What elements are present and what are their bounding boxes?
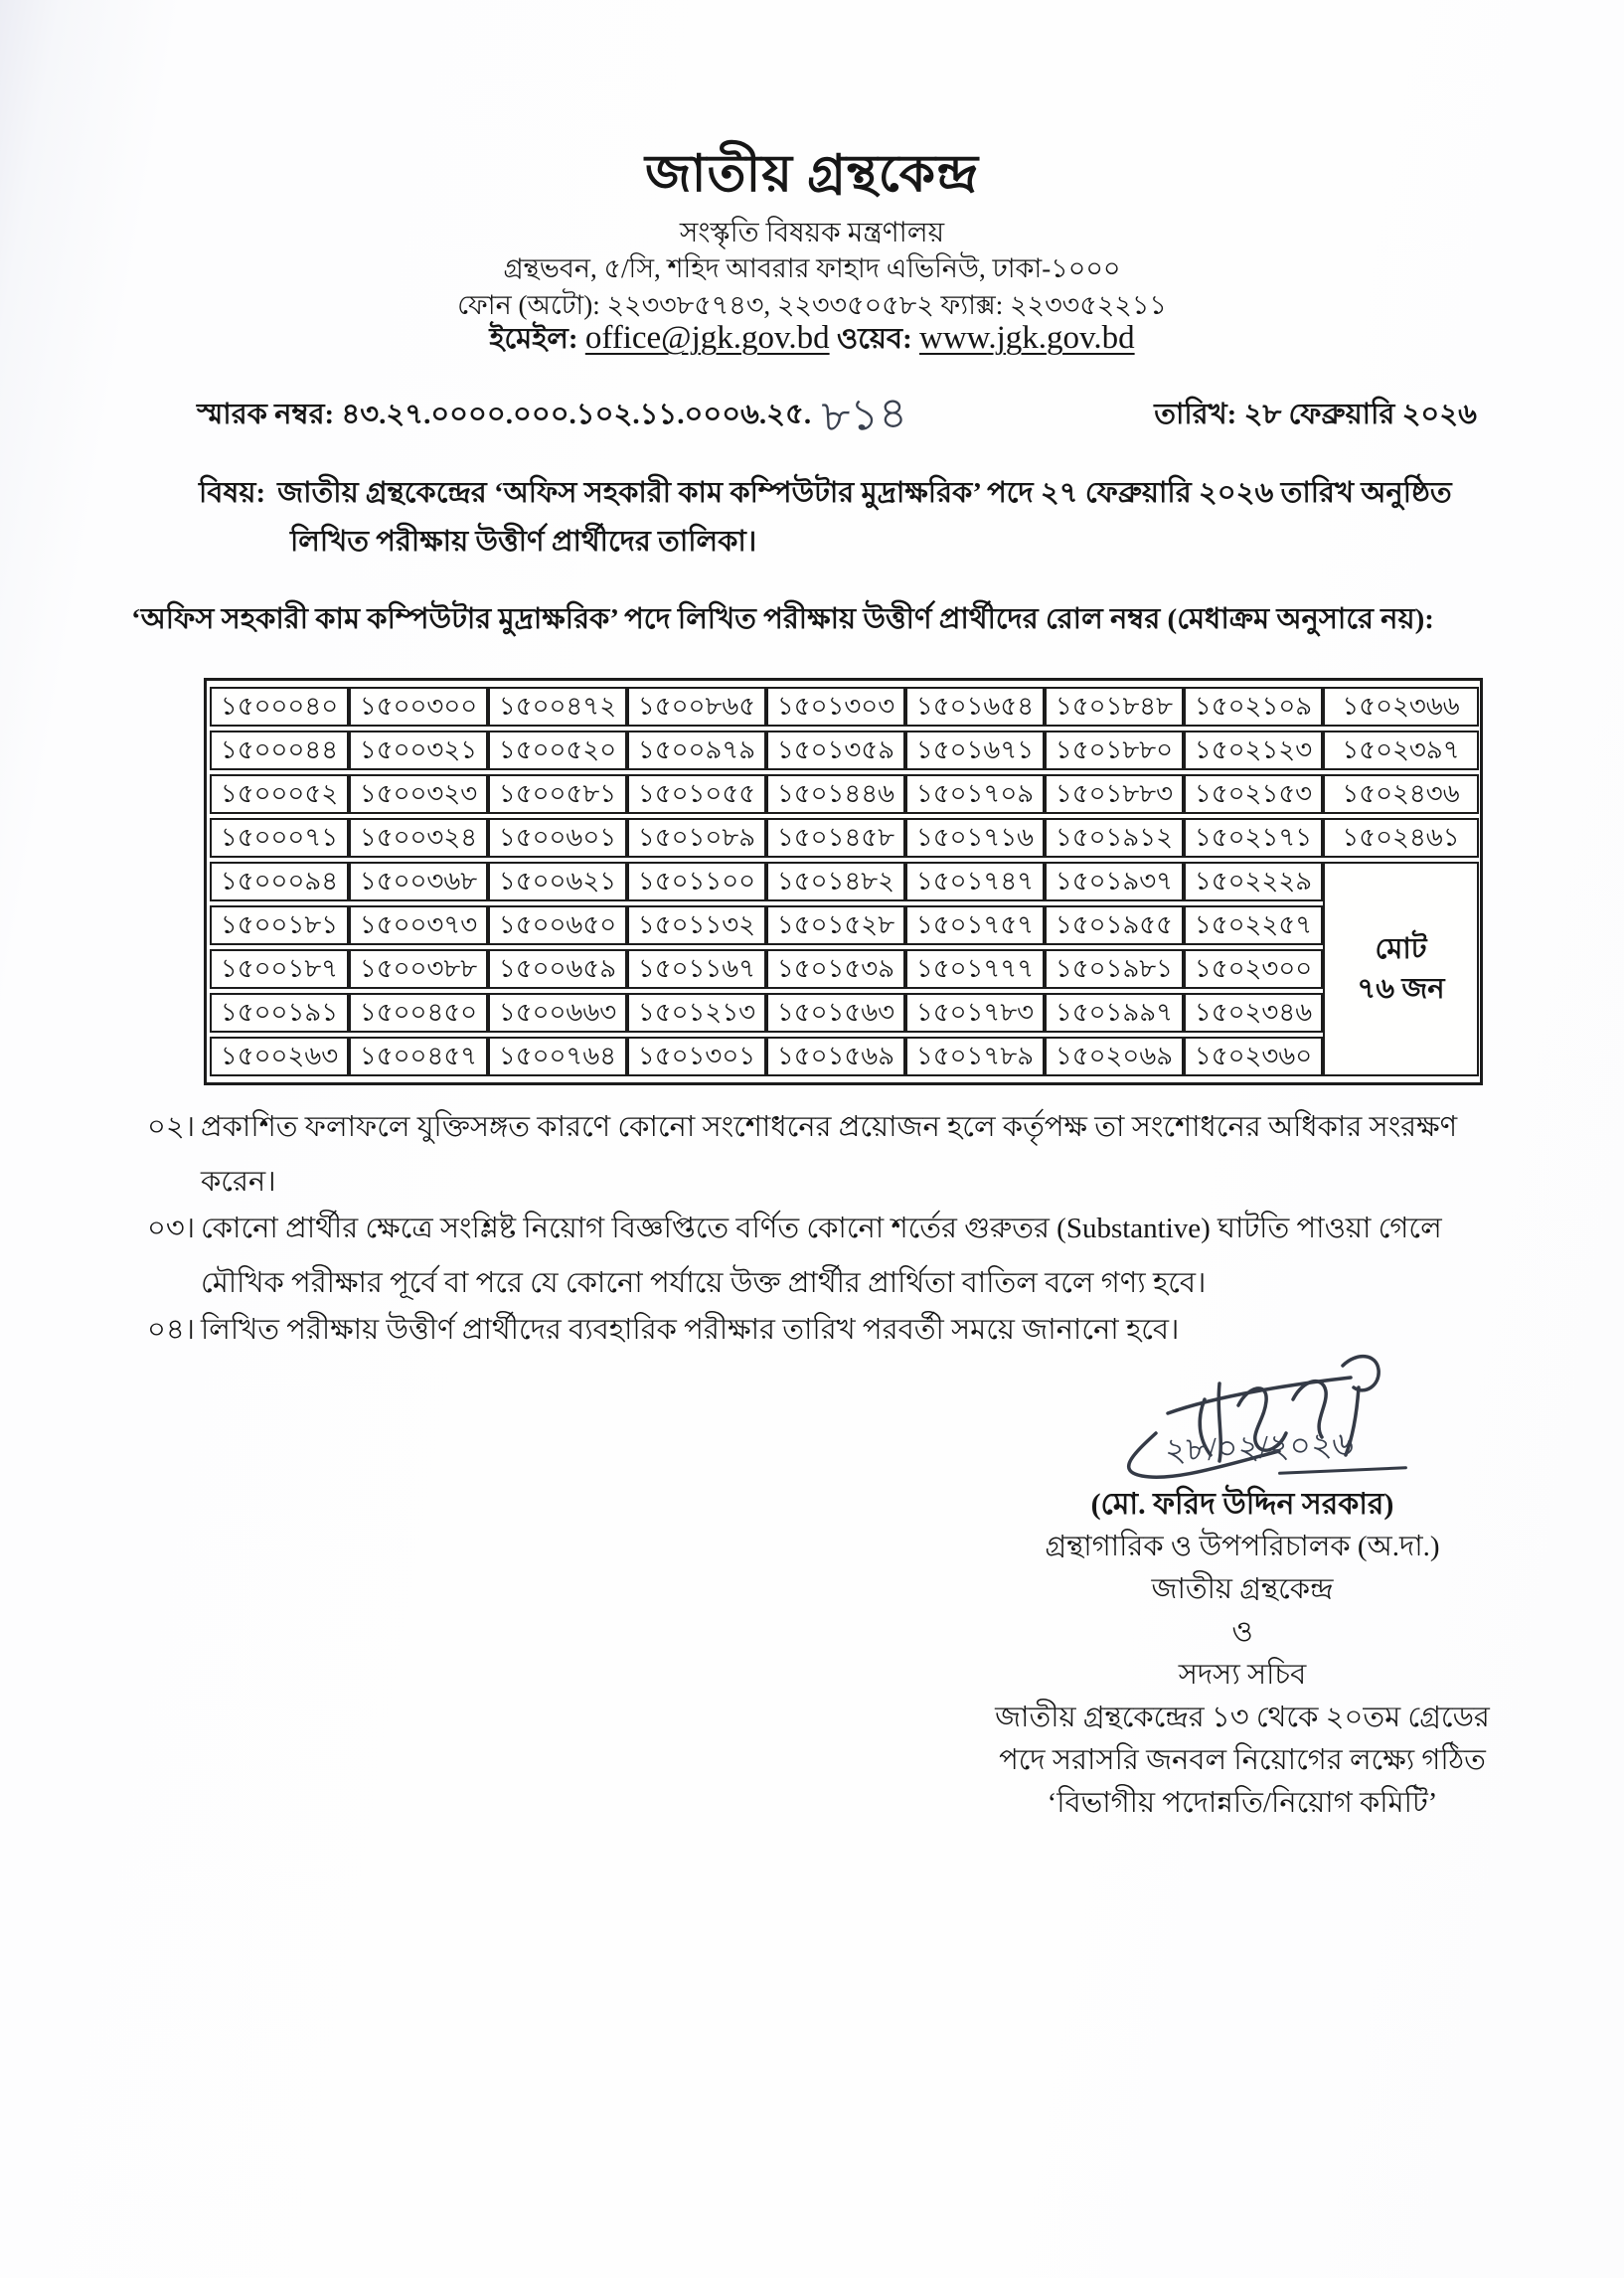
- roll-cell: ১৫০২২২৯: [1184, 862, 1323, 901]
- subject-label: বিষয়:: [199, 477, 266, 509]
- memo-label: স্মারক নম্বর:: [197, 399, 335, 430]
- roll-cell: ১৫০১১০০: [627, 862, 766, 901]
- roll-cell: ১৫০২৩৬০: [1184, 1037, 1323, 1076]
- roll-cell: ১৫০০৯৭৯: [627, 731, 766, 770]
- roll-cell: ১৫০০৪৭২: [488, 687, 627, 727]
- roll-cell: ১৫০০৩২৪: [349, 818, 488, 858]
- roll-cell: ১৫০০৬৬৩: [488, 993, 627, 1033]
- paragraph-04-number: ০৪।: [147, 1314, 196, 1346]
- roll-cell: ১৫০১৩০১: [627, 1037, 766, 1076]
- roll-cell: ১৫০০১৯১: [210, 993, 349, 1033]
- roll-cell: ১৫০২২৫৭: [1184, 905, 1323, 945]
- roll-cell: ১৫০০৫৮১: [488, 774, 627, 814]
- roll-cell: ১৫০২০৬৯: [1045, 1037, 1184, 1076]
- roll-cell: ১৫০১৫৬৩: [766, 993, 905, 1033]
- roll-cell: ১৫০০৪৫০: [349, 993, 488, 1033]
- signatory-conjunction: ও: [1231, 1616, 1253, 1648]
- roll-cell: ১৫০০২৬৩: [210, 1037, 349, 1076]
- committee-line-2: পদে সরাসরি জনবল নিয়োগের লক্ষ্যে গঠিত: [999, 1744, 1486, 1776]
- memo-number-line: [197, 388, 909, 442]
- roll-cell: ১৫০১১৩২: [627, 905, 766, 945]
- roll-cell: ১৫০১৪৪৬: [766, 774, 905, 814]
- roll-cell: ১৫০২৪৬১: [1323, 818, 1479, 858]
- signatory-org: জাতীয় গ্রন্থকেন্দ্র: [1151, 1573, 1334, 1605]
- roll-cell: ১৫০০০৪৪: [210, 731, 349, 770]
- subject-line-2: লিখিত পরীক্ষায় উত্তীর্ণ প্রার্থীদের তালিকা।: [290, 526, 757, 558]
- table-row: [210, 1037, 1479, 1076]
- memo-number: ৪৩.২৭.০০০০.০০০.১০২.১১.০০০৬.২৫.: [341, 399, 812, 430]
- date-label: তারিখ:: [1154, 399, 1237, 430]
- roll-cell: ১৫০০৭৬৪: [488, 1037, 627, 1076]
- roll-cell: ১৫০১৯৮১: [1045, 949, 1184, 989]
- roll-cell: ১৫০১৮৮০: [1045, 731, 1184, 770]
- web-label: ওয়েব:: [836, 323, 912, 355]
- roll-cell: ১৫০০৩৬৮: [349, 862, 488, 901]
- table-row: [210, 949, 1479, 989]
- roll-table-grid: [210, 683, 1479, 1080]
- roll-cell: ১৫০০৩২৩: [349, 774, 488, 814]
- roll-cell: ১৫০০৬৫৯: [488, 949, 627, 989]
- table-row: [210, 862, 1479, 901]
- org-title: জাতীয় গ্রন্থকেন্দ্র: [644, 146, 980, 203]
- subject-text-1: জাতীয় গ্রন্থকেন্দ্রের ‘অফিস সহকারী কাম কম্পিউটার মুদ্রাক্ষরিক’ পদে ২৭ ফেব্রুয়ারি ২০২৬ তারিখ অনুষ্ঠিত: [277, 477, 1452, 509]
- roll-cell: ১৫০০০৭১: [210, 818, 349, 858]
- roll-cell: ১৫০১৫৬৯: [766, 1037, 905, 1076]
- paragraph-02: [147, 1100, 1491, 1210]
- roll-table: [204, 678, 1483, 1085]
- roll-cell: ১৫০০৩৭৩: [349, 905, 488, 945]
- roll-cell: ১৫০১৭০৯: [905, 774, 1045, 814]
- email-label: ইমেইল:: [489, 323, 578, 355]
- roll-cell: ১৫০১৭৭৭: [905, 949, 1045, 989]
- committee-line-1: জাতীয় গ্রন্থকেন্দ্রের ১৩ থেকে ২০তম গ্রেডের: [995, 1702, 1490, 1733]
- roll-cell: ১৫০০৬৫০: [488, 905, 627, 945]
- address-line: গ্রন্থভবন, ৫/সি, শহিদ আবরার ফাহাদ এভিনিউ, ঢাকা-১০০০: [503, 253, 1121, 283]
- memo-row: [197, 388, 1477, 442]
- roll-cell: ১৫০১০৫৫: [627, 774, 766, 814]
- paragraph-03-text: কোনো প্রার্থীর ক্ষেত্রে সংশ্লিষ্ট নিয়োগ বিজ্ঞপ্তিতে বর্ণিত কোনো শর্তের গুরুতর (Substantive) ঘাটতি পাওয়া গেলে মৌখিক পরীক্ষার পূর্বে বা পরে যে কোনো পর্যায়ে উক্ত প্রার্থীর প্রার্থিতা বাতিল বলে গণ্য হবে।: [201, 1213, 1442, 1299]
- table-row: [210, 993, 1479, 1033]
- roll-cell: ১৫০১৫২৮: [766, 905, 905, 945]
- ministry-line: সংস্কৃতি বিষয়ক মন্ত্রণালয়: [679, 218, 945, 248]
- roll-cell: ১৫০০৩২১: [349, 731, 488, 770]
- roll-cell: ১৫০১৪৫৮: [766, 818, 905, 858]
- table-row: [210, 774, 1479, 814]
- roll-cell: ১৫০২৩৬৬: [1323, 687, 1479, 727]
- roll-cell: ১৫০০০৪০: [210, 687, 349, 727]
- roll-cell: ১৫০১৯৩৭: [1045, 862, 1184, 901]
- date-line: [1154, 392, 1477, 440]
- phone-line: ফোন (অটো): ২২৩৩৮৫৭৪৩, ২২৩৩৫০৫৮২ ফ্যাক্স: ২২৩৩৫২২১১: [457, 290, 1167, 320]
- roll-cell: ১৫০১৭৫৭: [905, 905, 1045, 945]
- roll-cell: ১৫০১৭৮৯: [905, 1037, 1045, 1076]
- paragraph-02-text: প্রকাশিত ফলাফলে যুক্তিসঙ্গত কারণে কোনো সংশোধনের প্রয়োজন হলে কর্তৃপক্ষ তা সংশোধনের অধিকার সংরক্ষণ করেন।: [201, 1111, 1458, 1198]
- roll-cell: ১৫০২৩৯৭: [1323, 731, 1479, 770]
- roll-cell: ১৫০১৩৫৯: [766, 731, 905, 770]
- roll-cell: ১৫০১২১৩: [627, 993, 766, 1033]
- roll-cell: ১৫০১৫৩৯: [766, 949, 905, 989]
- date-value: ২৮ ফেব্রুয়ারি ২০২৬: [1243, 399, 1477, 430]
- web-address: www.jgk.gov.bd: [918, 320, 1135, 356]
- paragraph-04-text: লিখিত পরীক্ষায় উত্তীর্ণ প্রার্থীদের ব্যবহারিক পরীক্ষার তারিখ পরবর্তী সময়ে জানানো হবে।: [201, 1314, 1180, 1346]
- roll-cell: ১৫০০৩৮৮: [349, 949, 488, 989]
- paragraph-02-number: ০২।: [147, 1111, 196, 1143]
- roll-cell: ১৫০২৩৪৬: [1184, 993, 1323, 1033]
- paragraph-03-number: ০৩।: [147, 1213, 196, 1244]
- roll-cell: ১৫০০১৮৭: [210, 949, 349, 989]
- roll-cell: ১৫০২১৫৩: [1184, 774, 1323, 814]
- roll-cell: ১৫০২১২৩: [1184, 731, 1323, 770]
- table-row: [210, 731, 1479, 770]
- roll-cell: ১৫০১৯৯৭: [1045, 993, 1184, 1033]
- total-label: মোট: [1375, 933, 1427, 965]
- roll-cell: ১৫০০০৯৪: [210, 862, 349, 901]
- roll-cell: ১৫০১৯৫৫: [1045, 905, 1184, 945]
- roll-cell: ১৫০০৬২১: [488, 862, 627, 901]
- roll-cell: ১৫০১১৬৭: [627, 949, 766, 989]
- roll-cell: ১৫০১৩০৩: [766, 687, 905, 727]
- contact-line: [0, 316, 1624, 365]
- subject-line-1: [199, 469, 1511, 518]
- signature-date: ২৮/০২/২০২৬: [1164, 1426, 1355, 1470]
- paragraph-03: [147, 1202, 1491, 1311]
- roll-cell: ১৫০১৬৫৪: [905, 687, 1045, 727]
- roll-cell: ১৫০০৮৬৫: [627, 687, 766, 727]
- roll-cell: ১৫০২১০৯: [1184, 687, 1323, 727]
- roll-cell: ১৫০১৬৭১: [905, 731, 1045, 770]
- committee-line-3: ‘বিভাগীয় পদোন্নতি/নিয়োগ কমিটি’: [1047, 1787, 1438, 1819]
- roll-cell: ১৫০১৭১৬: [905, 818, 1045, 858]
- roll-cell: ১৫০১৯১২: [1045, 818, 1184, 858]
- roll-cell: ১৫০১০৮৯: [627, 818, 766, 858]
- table-row: [210, 818, 1479, 858]
- roll-cell: ১৫০১৭৪৭: [905, 862, 1045, 901]
- total-cell: [1323, 862, 1479, 1076]
- roll-cell: ১৫০০৫২০: [488, 731, 627, 770]
- roll-cell: ১৫০০৬০১: [488, 818, 627, 858]
- roll-list-intro: ‘অফিস সহকারী কাম কম্পিউটার মুদ্রাক্ষরিক’ পদে লিখিত পরীক্ষায় উত্তীর্ণ প্রার্থীদের রোল নম্বর (মেধাক্রম অনুসারে নয়):: [131, 603, 1434, 635]
- roll-cell: ১৫০১৮৮৩: [1045, 774, 1184, 814]
- memo-handwritten-number: ৮১৪: [821, 388, 909, 442]
- roll-cell: ১৫০১৭৮৩: [905, 993, 1045, 1033]
- roll-cell: ১৫০২৩০০: [1184, 949, 1323, 989]
- signatory-title: গ্রন্থাগারিক ও উপপরিচালক (অ.দা.): [1045, 1531, 1440, 1562]
- roll-cell: ১৫০০১৮১: [210, 905, 349, 945]
- roll-cell: ১৫০২৪৩৬: [1323, 774, 1479, 814]
- roll-cell: ১৫০২১৭১: [1184, 818, 1323, 858]
- roll-cell: ১৫০০৪৫৭: [349, 1037, 488, 1076]
- subject-block: [199, 469, 1511, 567]
- roll-cell: ১৫০১৮৪৮: [1045, 687, 1184, 727]
- roll-cell: ১৫০০৩০০: [349, 687, 488, 727]
- total-value: ৭৬ জন: [1357, 973, 1445, 1005]
- table-row: [210, 687, 1479, 727]
- table-row: [210, 905, 1479, 945]
- signatory-name: (মো. ফরিদ উদ্দিন সরকার): [1090, 1488, 1394, 1521]
- roll-table-body: [210, 687, 1479, 1076]
- signatory-title-2: সদস্য সচিব: [1178, 1659, 1307, 1691]
- roll-cell: ১৫০১৪৮২: [766, 862, 905, 901]
- roll-cell: ১৫০০০৫২: [210, 774, 349, 814]
- email-address: office@jgk.gov.bd: [584, 320, 830, 356]
- signatory-block: [944, 1483, 1541, 1825]
